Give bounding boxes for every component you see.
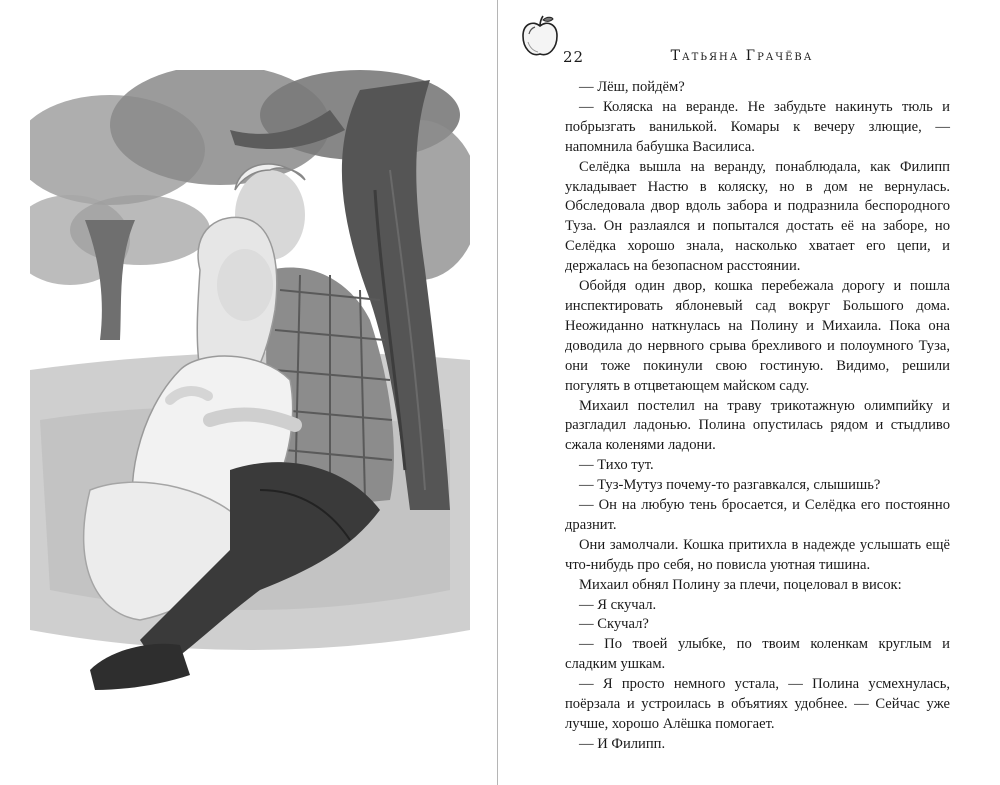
paragraph: Они замолчали. Кошка притихла в надежде услышать ещё что-нибудь про себя, но повисла уютная тишина. — [565, 536, 950, 573]
paragraph: Обойдя один двор, кошка перебежала дорогу и пошла инспектировать яблоневый сад вокруг Большого дома. Неожиданно наткнулась на Полину и Михаила. Пока она доводила до нервного срыва брехливого и полоумного Туза, они тоже покинули свою гостиную. Видимо, решили погулять в отцветающем майском саду. — [565, 278, 950, 394]
paragraph: — Туз-Мутуз почему-то разгавкался, слышишь? — [579, 477, 881, 494]
paragraph: Селёдка вышла на веранду, понаблюдала, как Филипп укладывает Настю в коляску, но в дом не вернулась. Обследовала двор вдоль забора и подразнила беспородного Туза. Он разлаялся и попытался достать её на заборе, но Селёдка хорошо знала, насколько хватает его цепи, и держалась на безопасном расстоянии. — [565, 158, 950, 275]
couple-under-tree-illustration — [30, 70, 470, 710]
chapter-text — [565, 78, 950, 755]
paragraph: — По твоей улыбке, по твоим коленкам круглым и сладким ушкам. — [565, 636, 950, 673]
paragraph: — И Филипп. — [579, 735, 666, 752]
page-number: 22 — [563, 48, 585, 66]
paragraph: — Тихо тут. — [579, 457, 654, 474]
paragraph: — Я скучал. — [579, 596, 657, 613]
running-head-author: Татьяна Грачёва — [670, 48, 814, 64]
left-page — [0, 0, 497, 785]
paragraph: — Скучал? — [579, 616, 649, 633]
paragraph: — Он на любую тень бросается, и Селёдка его постоянно дразнит. — [565, 497, 950, 533]
paragraph: Михаил обнял Полину за плечи, поцеловал в висок: — [579, 576, 902, 593]
paragraph: Михаил постелил на траву трикотажную олимпийку и разгладил ладонью. Полина опустилась рядом и стыдливо сжала коленями ладони. — [565, 397, 950, 454]
paragraph: — Я просто немного устала, — Полина усмехнулась, поёрзала и устроилась в объятиях удобнее. — Сейчас уже лучше, хорошо Алёшка помогает. — [565, 676, 950, 732]
paragraph: — Коляска на веранде. Не забудьте накинуть тюль и побрызгать ванилькой. Комары к вечеру злющие, — напомнила бабушка Василиса. — [565, 98, 950, 155]
paragraph: — Лёш, пойдём? — [579, 79, 685, 95]
apple-icon — [519, 14, 561, 60]
